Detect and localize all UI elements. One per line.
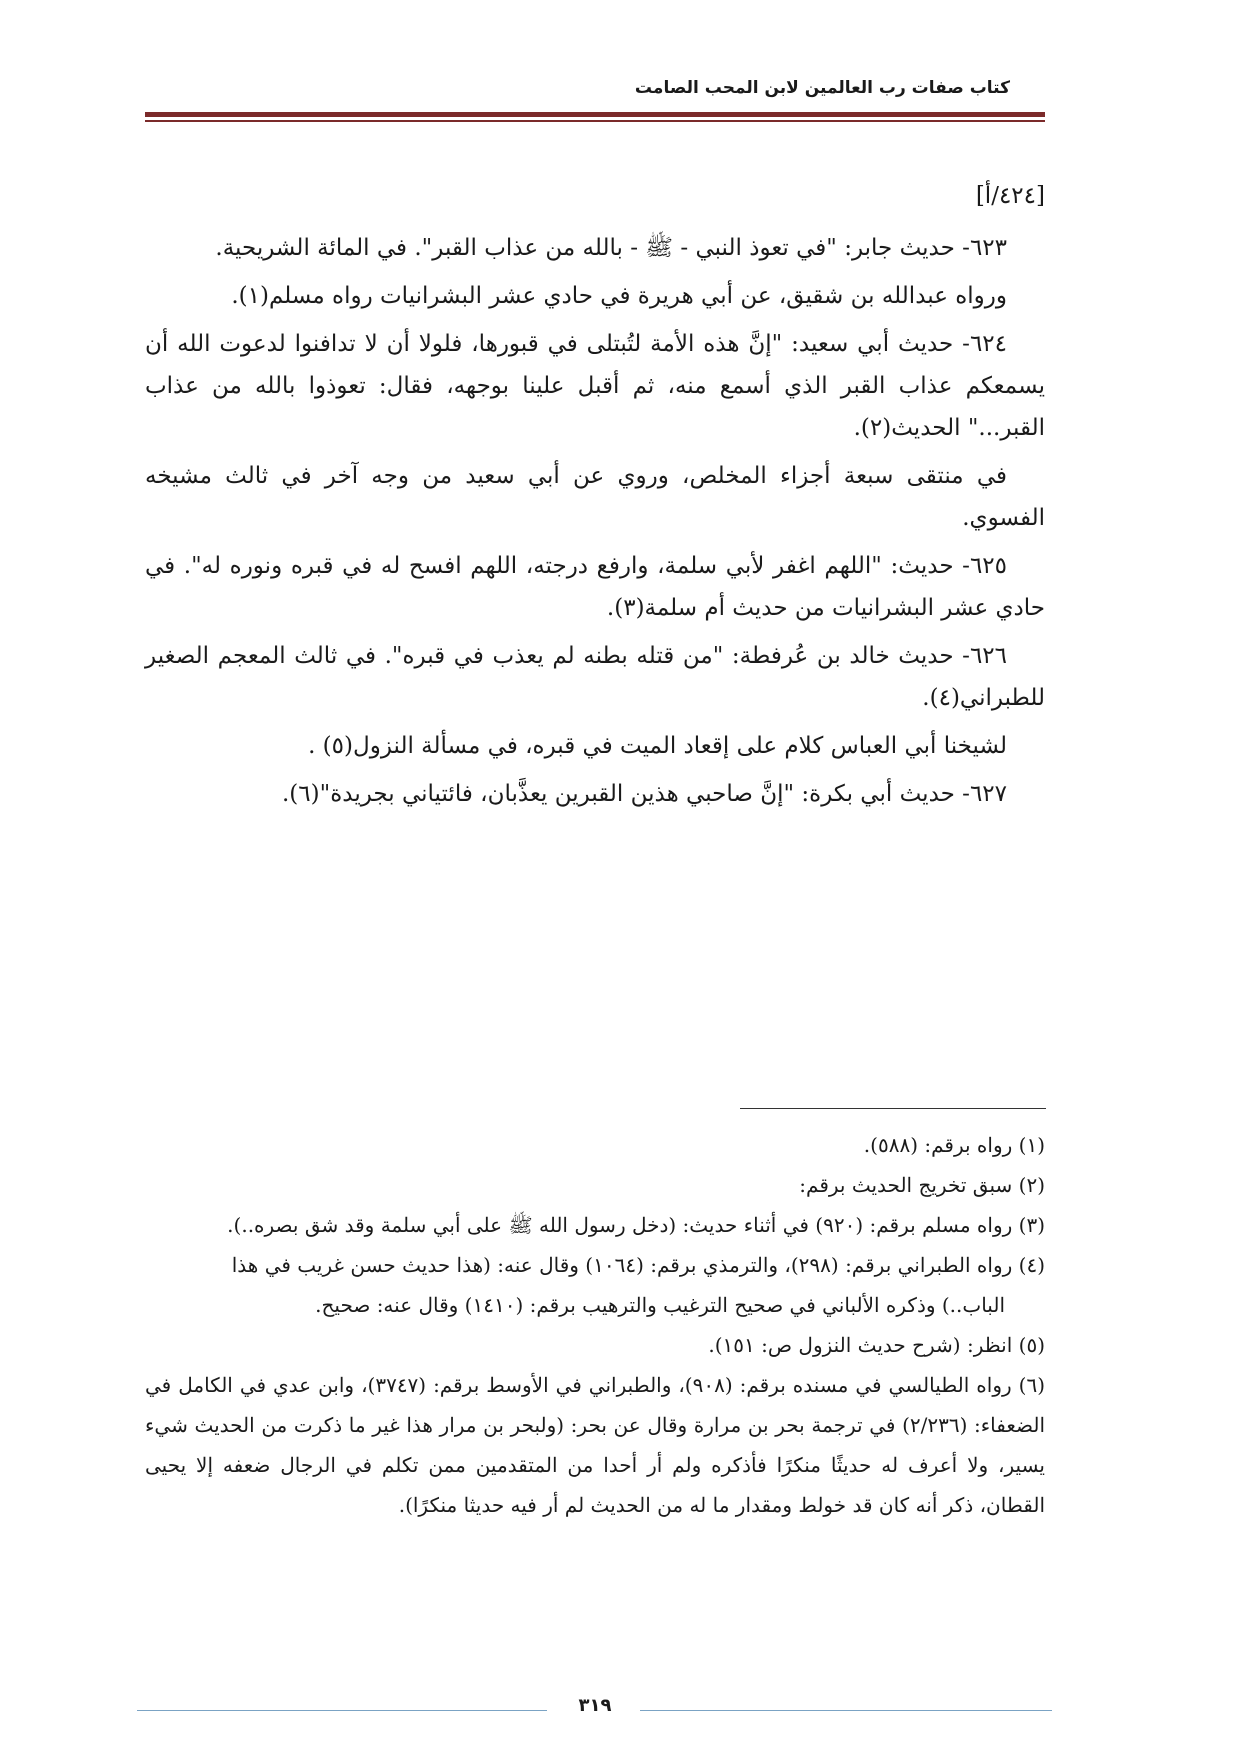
footnote-5 [145, 1325, 1045, 1365]
footnote-separator [740, 1108, 1046, 1109]
paragraph-626: ٦٢٦- حديث خالد بن عُرفطة: "من قتله بطنه لم يعذب في قبره". في ثالث المعجم الصغير للطبراني(٤). [145, 643, 1045, 711]
footnote-2-text: (٢) سبق تخريج الحديث برقم: [799, 1173, 1045, 1197]
footnote-4-continuation: الباب..) وذكره الألباني في صحيح الترغيب والترهيب برقم: (١٤١٠) وقال عنه: صحيح. [315, 1293, 1005, 1317]
paragraph-627: ٦٢٧- حديث أبي بكرة: "إنَّ صاحبي هذين القبرين يعذَّبان، فائتياني بجريدة"(٦). [281, 781, 1007, 807]
paragraph-624-note: في منتقى سبعة أجزاء المخلص، وروي عن أبي سعيد من وجه آخر في ثالث مشيخه الفسوي. [145, 463, 1045, 531]
folio-marker: [٤٢٤/أ] [975, 183, 1045, 209]
paragraph-624: ٦٢٤- حديث أبي سعيد: "إنَّ هذه الأمة لتُبتلى في قبورها، فلولا أن لا تدافنوا لدعوت الله أن يسمعكم عذاب القبر الذي أسمع منه، ثم أقبل علينا بوجهه، فقال: تعوذوا بالله من عذاب القبر..." الحديث(٢). [145, 331, 1045, 441]
footer-line-left [137, 1710, 547, 1711]
footnote-2 [145, 1165, 1045, 1205]
footnotes [145, 1125, 1045, 1525]
paragraph-623-note: ورواه عبدالله بن شقيق، عن أبي هريرة في حادي عشر البشرانيات رواه مسلم(١). [231, 283, 1007, 309]
footnote-6-text: (٦) رواه الطيالسي في مسنده برقم: (٩٠٨)، والطبراني في الأوسط برقم: (٣٧٤٧)، وابن عدي في الكامل في الضعفاء: (٢/٢٣٦) في ترجمة بحر بن مرارة وقال عن بحر: (ولبحر بن مرار هذا غير ما ذكرت من الحديث شيء يسير، ولا أعرف له حديثًا منكرًا فأذكره ولم أر أحدا من المتقدمين ممن تكلم في الرجال ضعفه إلا يحيى القطان، ذكر أنه كان قد خولط ومقدار ما له من الحديث لم أر فيه حديثا منكرًا). [145, 1373, 1046, 1517]
paragraph-623: ٦٢٣- حديث جابر: "في تعوذ النبي - ﷺ - بالله من عذاب القبر". في المائة الشريحية. [215, 235, 1007, 261]
page-number: ٣١٩ [578, 1695, 612, 1716]
footnote-3 [145, 1205, 1045, 1245]
footnote-5-text: (٥) انظر: (شرح حديث النزول ص: ١٥١). [708, 1333, 1045, 1357]
footnote-4 [145, 1245, 1045, 1325]
footnote-4-text: (٤) رواه الطبراني برقم: (٢٩٨)، والترمذي برقم: (١٠٦٤) وقال عنه: (هذا حديث حسن غريب في هذا [231, 1253, 1045, 1277]
paragraph-625: ٦٢٥- حديث: "اللهم اغفر لأبي سلمة، وارفع درجته، اللهم افسح له في قبره ونوره له". في حادي عشر البشرانيات من حديث أم سلمة(٣). [145, 553, 1045, 621]
header-rule-thin [145, 120, 1045, 122]
paragraph-626-note: لشيخنا أبي العباس كلام على إقعاد الميت في قبره، في مسألة النزول(٥) . [308, 733, 1007, 759]
footnote-6 [145, 1365, 1045, 1525]
footer-line-right [640, 1710, 1052, 1711]
header-title: كتاب صفات رب العالمين لابن المحب الصامت [634, 78, 1010, 98]
header-rule [145, 112, 1045, 117]
footnote-1 [145, 1125, 1045, 1165]
main-text [145, 175, 1045, 821]
footnote-3-text: (٣) رواه مسلم برقم: (٩٢٠) في أثناء حديث: (دخل رسول الله ﷺ على أبي سلمة وقد شق بصره..). [227, 1213, 1045, 1237]
footnote-1-text: (١) رواه برقم: (٥٨٨). [863, 1133, 1045, 1157]
